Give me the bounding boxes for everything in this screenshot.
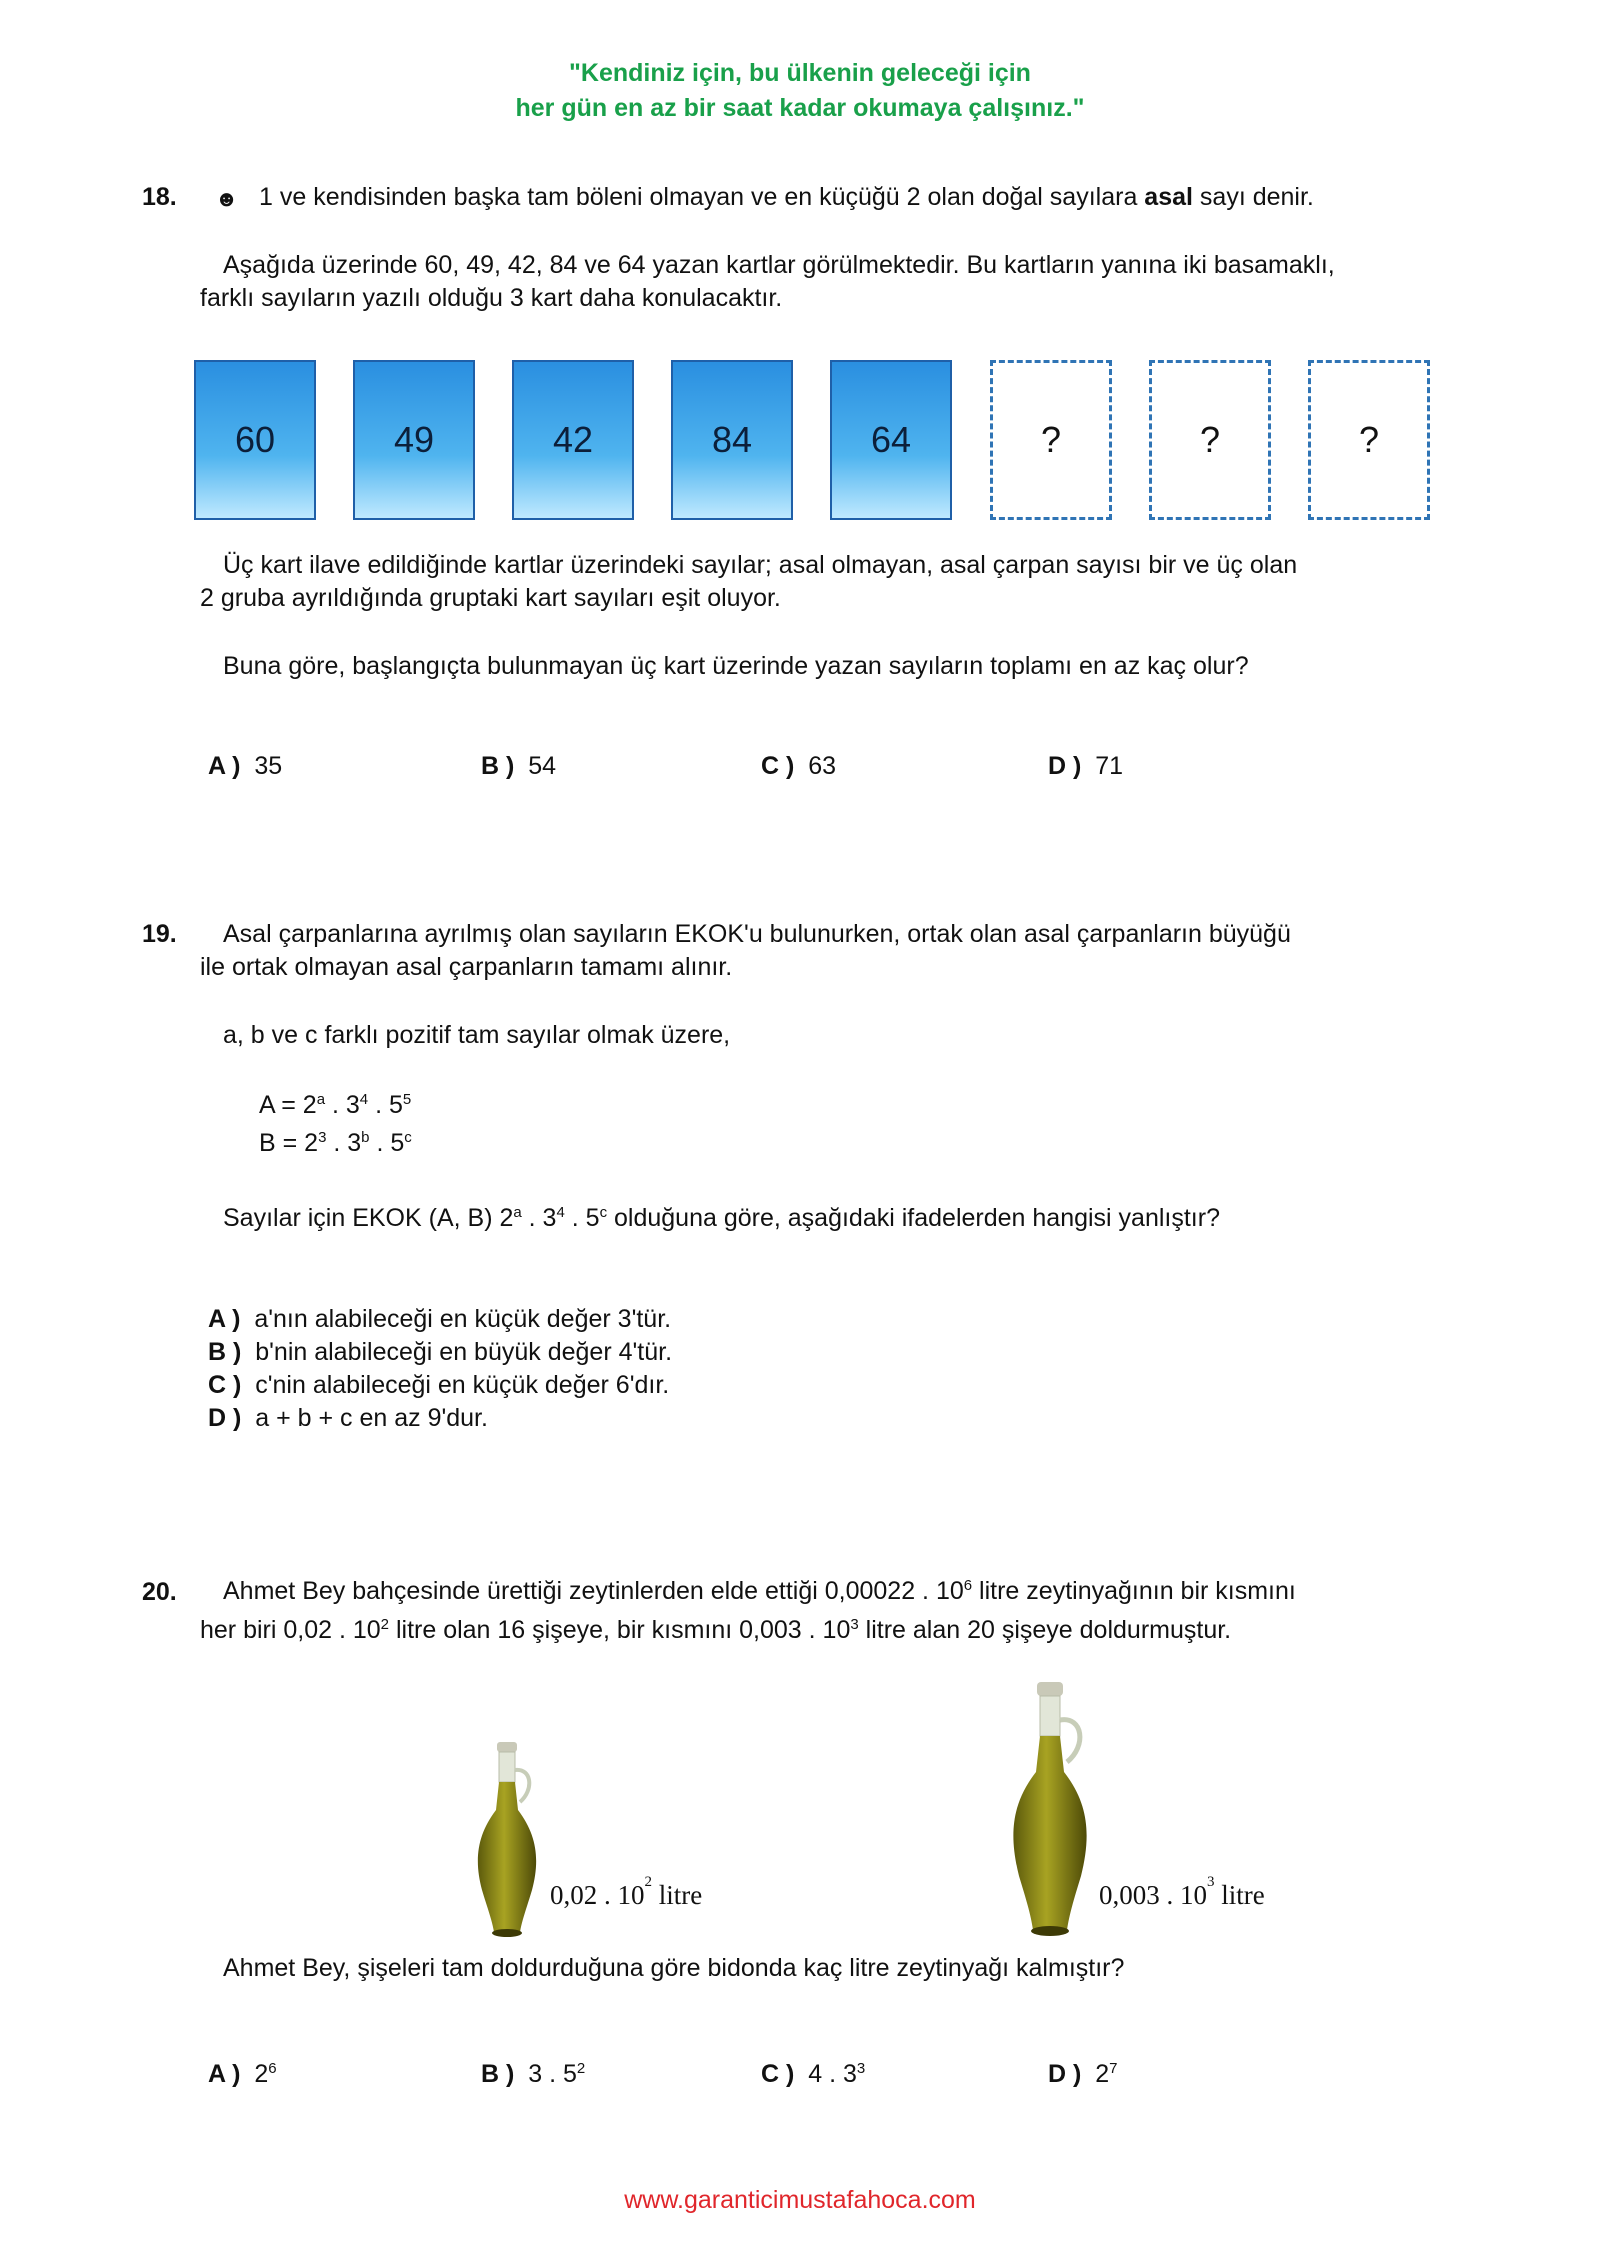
- q20-option-c[interactable]: C ) 4 . $3^3$: [761, 2060, 866, 2088]
- header-quote-line1: "Kendiniz için, bu ülkenin geleceği için: [569, 59, 1031, 87]
- q18-question: Buna göre, başlangıçta bulunmayan üç kart üzerinde yazan sayıların toplamı en az kaç olur?: [223, 652, 1249, 680]
- q20-line1: Ahmet Bey bahçesinde ürettiği zeytinlerden elde ettiği 0,00022 . $10^6$ litre zeytinyağının bir kısmını: [223, 1577, 1296, 1605]
- q18-paragraph1-line2: farklı sayıların yazılı olduğu 3 kart daha konulacaktır.: [200, 284, 783, 312]
- q20-line2: her biri 0,02 . $10^2$ litre olan 16 şişeye, bir kısmını 0,003 . $10^3$ litre alan 20 şişeye doldurmuştur.: [200, 1616, 1232, 1644]
- empty-card-1: ?: [990, 360, 1112, 520]
- question-19: [142, 918, 177, 951]
- q20-question: Ahmet Bey, şişeleri tam doldurduğuna göre bidonda kaç litre zeytinyağı kalmıştır?: [223, 1954, 1125, 1982]
- q19-paragraph1-line1: Asal çarpanlarına ayrılmış olan sayıların EKOK'u bulunurken, ortak olan asal çarpanların büyüğü: [223, 920, 1291, 948]
- header-quote-line2: her gün en az bir saat kadar okumaya çalışınız.": [515, 94, 1085, 122]
- q19-option-d[interactable]: D ) a + b + c en az 9'dur.: [208, 1404, 488, 1432]
- q19-option-b[interactable]: B ) b'nin alabileceği en büyük değer 4'tür.: [208, 1338, 673, 1366]
- question-number: 18.: [142, 183, 177, 211]
- q20-option-a[interactable]: A ) $2^6$: [208, 2060, 277, 2088]
- q19-paragraph2: a, b ve c farklı pozitif tam sayılar olmak üzere,: [223, 1021, 731, 1049]
- question-18: [142, 181, 177, 214]
- question-number: 19.: [142, 920, 177, 948]
- bottle-large-label: 0,003 . $10^3$ litre: [1099, 1874, 1265, 1910]
- q19-option-c[interactable]: C ) c'nin alabileceği en küçük değer 6'dır.: [208, 1371, 670, 1399]
- q18-intro: 1 ve kendisinden başka tam böleni olmayan ve en küçüğü 2 olan doğal sayılara asal sayı denir.: [259, 183, 1314, 211]
- card-49: 49: [353, 360, 475, 520]
- q18-paragraph2-line1: Üç kart ilave edildiğinde kartlar üzerindeki sayılar; asal olmayan, asal çarpan sayısı bir ve üç olan: [223, 551, 1298, 579]
- footer-website-link[interactable]: www.garanticimustafahoca.com: [624, 2186, 976, 2214]
- q18-paragraph1-line1: Aşağıda üzerinde 60, 49, 42, 84 ve 64 yazan kartlar görülmektedir. Bu kartların yanına iki basamaklı,: [223, 251, 1335, 279]
- q20-option-b[interactable]: B ) 3 . $5^2$: [481, 2060, 586, 2088]
- equation-b: $B = 2^3$ . 3$^b$ . 5$^c$: [259, 1129, 412, 1157]
- q18-option-b[interactable]: B ) 54: [481, 752, 557, 780]
- card-42: 42: [512, 360, 634, 520]
- olive-oil-bottle-large-icon: [995, 1680, 1105, 1940]
- asal-bold: asal: [1144, 183, 1193, 211]
- bottle-small-label: 0,02 . $10^2$ litre: [550, 1874, 703, 1910]
- card-64: 64: [830, 360, 952, 520]
- q18-option-d[interactable]: D ) 71: [1048, 752, 1124, 780]
- equation-a: $A = 2^a$ . $3^4$ . $5^5$: [259, 1091, 412, 1119]
- q19-paragraph1-line2: ile ortak olmayan asal çarpanların tamamı alınır.: [200, 953, 733, 981]
- olive-oil-bottle-small-icon: [462, 1740, 552, 1940]
- question-number: 20.: [142, 1578, 177, 1606]
- card-84: 84: [671, 360, 793, 520]
- question-20: [142, 1576, 177, 1609]
- q19-question: Sayılar için EKOK (A, B) 2$^a$ . $3^4$ . 5$^c$ olduğuna göre, aşağıdaki ifadelerden hangisi yanlıştır?: [223, 1204, 1220, 1232]
- q19-option-a[interactable]: A ) a'nın alabileceği en küçük değer 3'tür.: [208, 1305, 672, 1333]
- empty-card-2: ?: [1149, 360, 1271, 520]
- q20-option-d[interactable]: D ) $2^7$: [1048, 2060, 1118, 2088]
- q18-paragraph2-line2: 2 gruba ayrıldığında gruptaki kart sayıları eşit oluyor.: [200, 584, 781, 612]
- q18-option-c[interactable]: C ) 63: [761, 752, 837, 780]
- q18-option-a[interactable]: A ) 35: [208, 752, 283, 780]
- card-60: 60: [194, 360, 316, 520]
- smiley-icon: ☻: [215, 186, 239, 211]
- empty-card-3: ?: [1308, 360, 1430, 520]
